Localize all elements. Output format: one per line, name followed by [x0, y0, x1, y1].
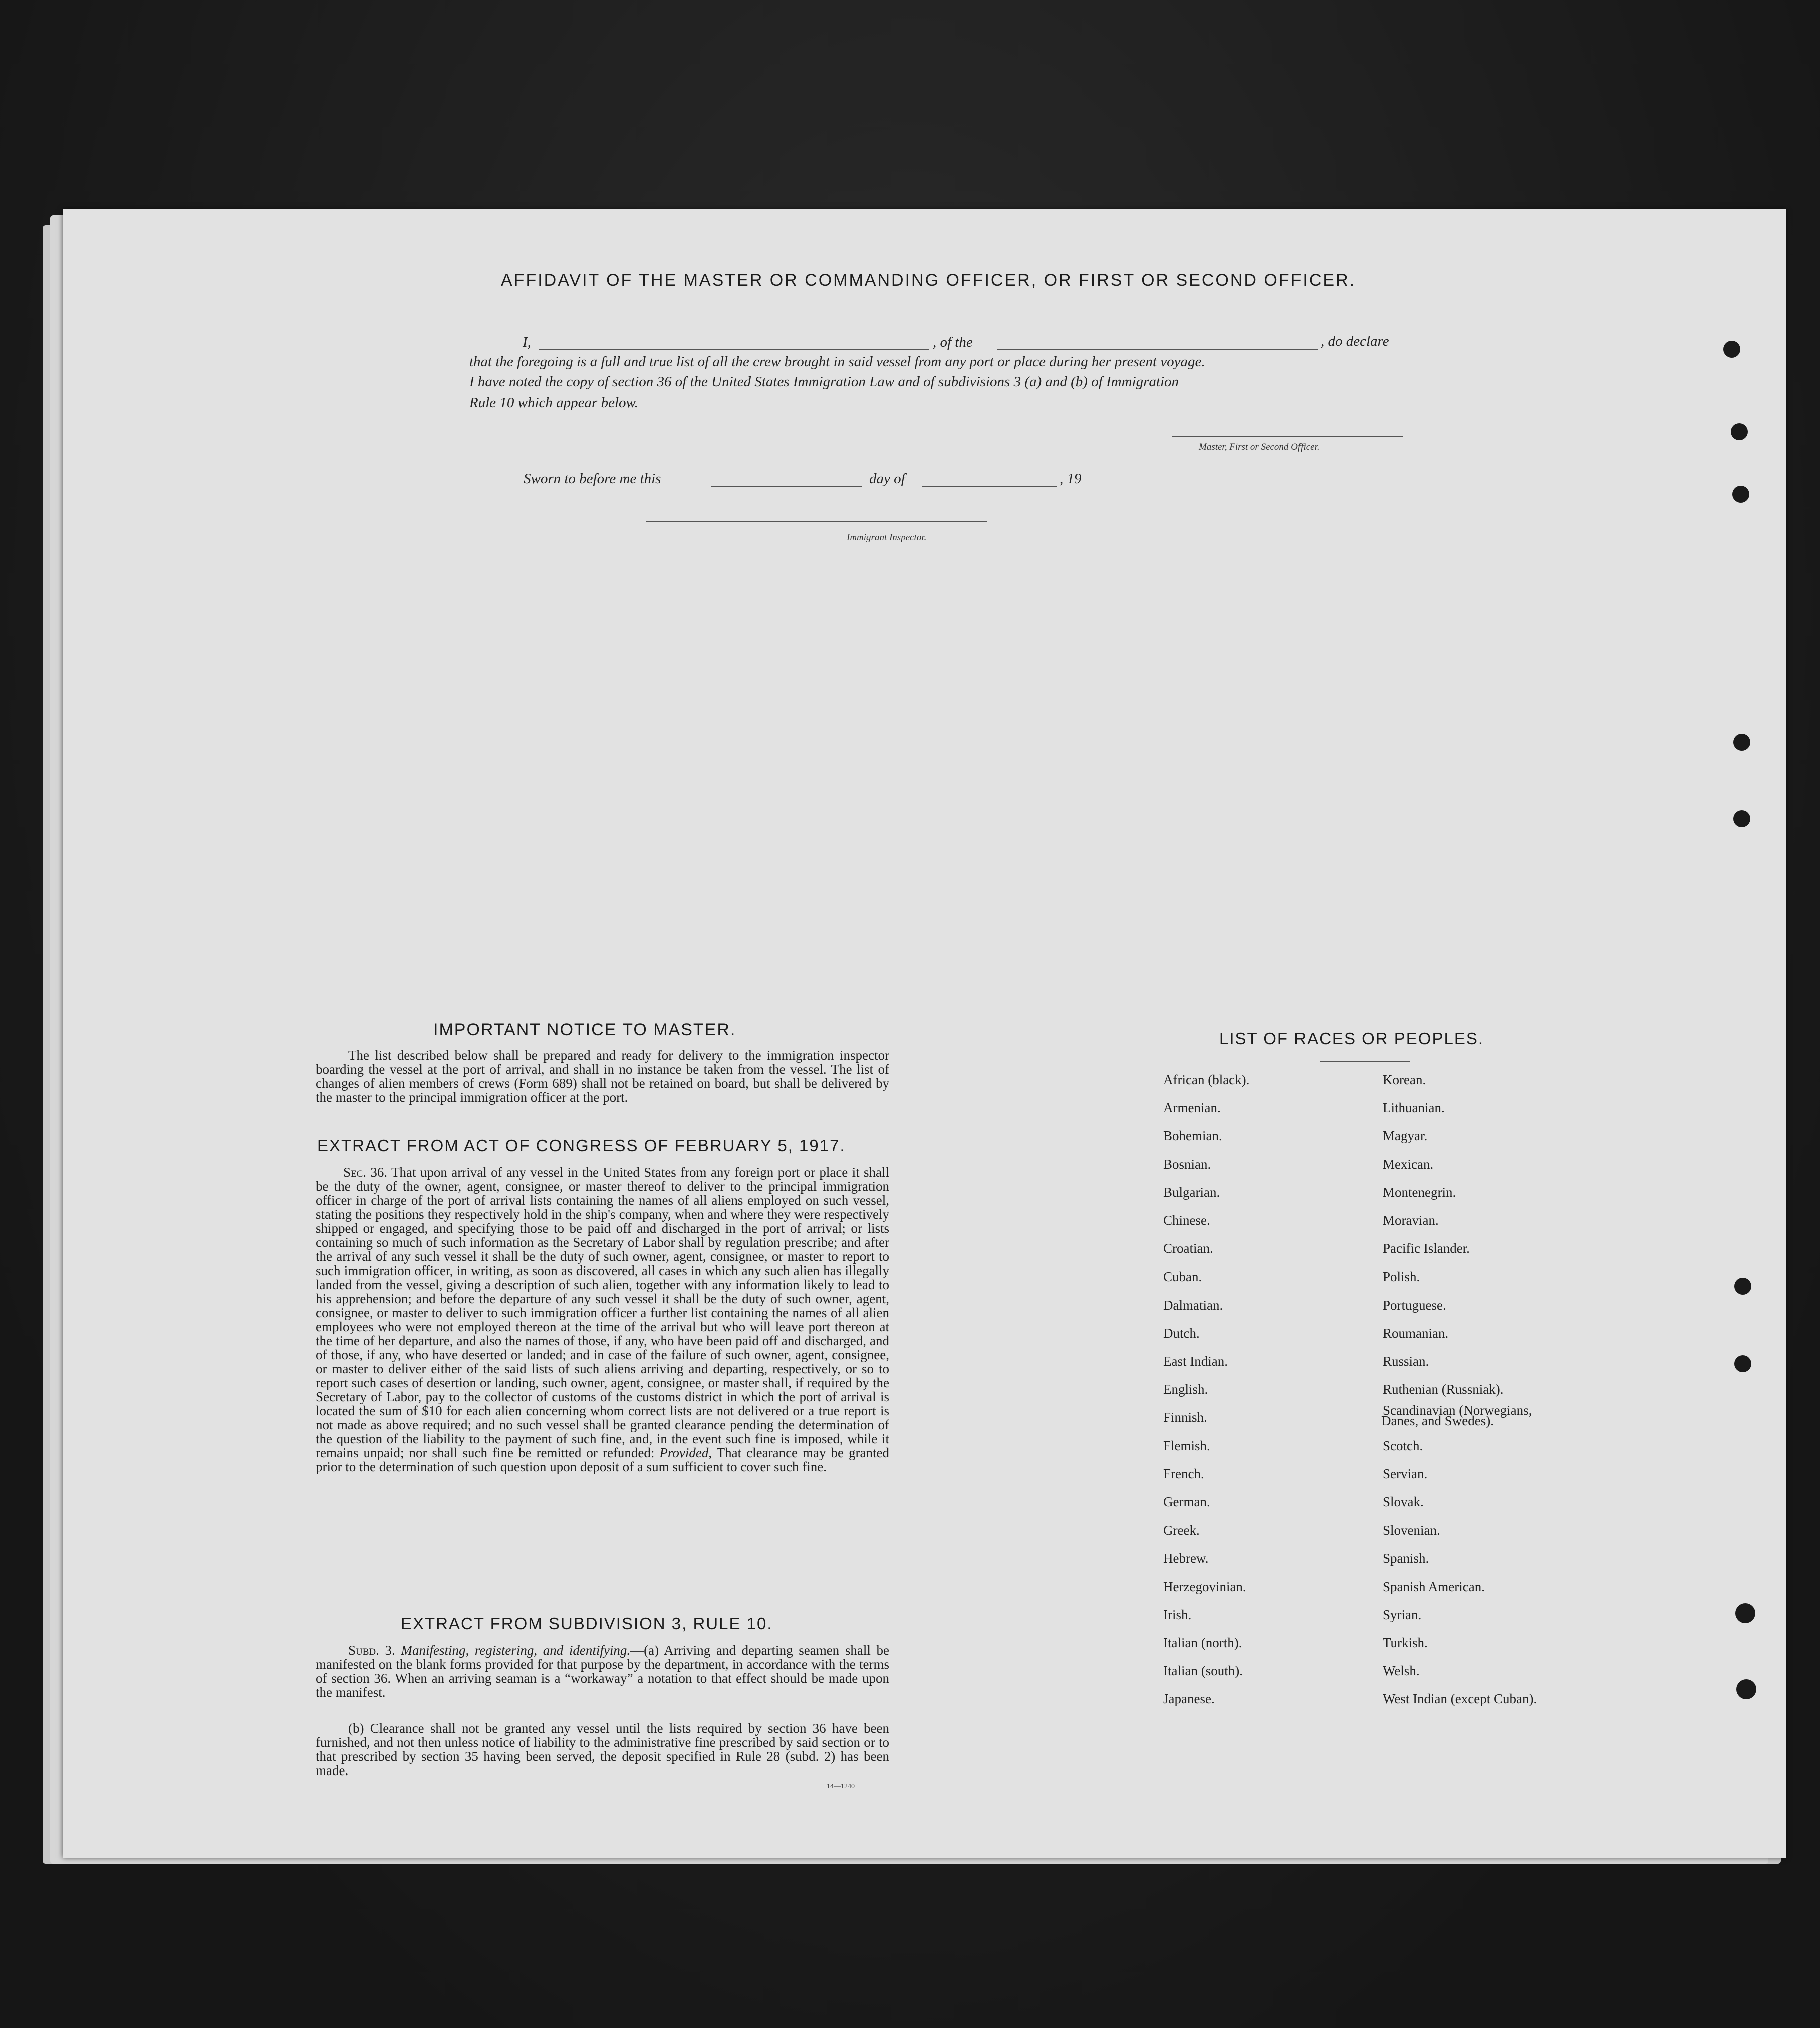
races-title-rule: [1320, 1061, 1410, 1062]
inspector-signature-line: [646, 521, 987, 522]
year-label: , 19: [1060, 471, 1082, 487]
sworn-label: Sworn to before me this: [524, 471, 661, 487]
inspector-caption: Immigrant Inspector.: [847, 532, 927, 543]
punch-hole: [1734, 1355, 1751, 1372]
affidavit-line-4: Rule 10 which appear below.: [469, 395, 638, 411]
document-page: [63, 209, 1786, 1858]
race-item: Mexican.: [1383, 1157, 1434, 1172]
race-item: Flemish.: [1163, 1438, 1210, 1453]
day-of-label: day of: [869, 471, 905, 487]
provided-label: Provided,: [659, 1445, 712, 1460]
subd-heading: Manifesting, registering, and identifying.: [401, 1643, 631, 1658]
rule-para-a: [316, 1643, 889, 1699]
race-item: Bohemian.: [1163, 1128, 1222, 1143]
race-item: Scotch.: [1383, 1438, 1423, 1453]
punch-hole: [1736, 1679, 1756, 1699]
race-item: Portuguese.: [1383, 1298, 1446, 1313]
month-blank: [922, 486, 1057, 487]
affidavit-line-2: that the foregoing is a full and true list of all the crew brought in said vessel from any port or place during her present voyage.: [469, 354, 1205, 370]
race-item: Irish.: [1163, 1607, 1192, 1622]
act-extract-body: [316, 1165, 889, 1474]
race-item: Slovak.: [1383, 1494, 1424, 1509]
punch-hole: [1731, 423, 1748, 440]
race-item: German.: [1163, 1494, 1210, 1509]
race-item: Lithuanian.: [1383, 1100, 1445, 1115]
race-item: Armenian.: [1163, 1100, 1221, 1115]
section-36-text: That upon arrival of any vessel in the United States from any foreign port or place it shall be the duty of the owner, agent, consignee, or master thereof to deliver to the principal immigration officer in charge of the port of arrival lists containing the names of all aliens employed on such vessel, stating the positions they respectively hold in the ship's company, when and where they were respectively shipped or engaged, and specifying those to be paid off and discharged in the port of arrival; or lists containing so much of such information as the Secretary of Labor shall by regulation prescribe; and after the arrival of any such vessel it shall be the duty of such owner, agent, consignee, or master to report to such immigration officer, in writing, as soon as discovered, all cases in which any such alien has illegally landed from the vessel, giving a description of such alien, together with any information likely to lead to his apprehension; and before the departure of any such vessel it shall be the duty of such owner, agent, consignee, or master to deliver to such immigration officer a further list containing the names of all alien employees who were not employed thereon at the time of the arrival but who will leave port thereon at the time of her departure, and also the names of those, if any, who have been paid off and discharged, and of those, if any, who have deserted or landed; and in case of the failure of such owner, agent, consignee, or master to deliver either of the said lists of such aliens arriving and departing, respectively, or so to report such cases of desertion or landing, such owner, agent, consignee, or master shall, if required by the Secretary of Labor, pay to the collector of customs of the customs district in which the port of arrival is located the sum of $10 for each alien concerning whom correct lists are not delivered or a true report is not made as above required; and no such vessel shall be granted clearance pending the determination of the question of the liability to the payment of such fine, and, in the event such fine is imposed, while it remains unpaid; nor shall such fine be remitted or refunded:: [316, 1165, 890, 1460]
race-item: Chinese.: [1163, 1213, 1210, 1228]
race-item: Greek.: [1163, 1523, 1200, 1538]
subd-para-a-text: —(a) Arriving and departing seamen shall be manifested on the blank forms provided for that purpose by the department, in accordance with the terms of section 36. When an arriving seaman is a “workaway” a notation to that effect should be made upon the manifest.: [316, 1643, 889, 1700]
race-item: Croatian.: [1163, 1241, 1213, 1256]
race-item: French.: [1163, 1466, 1204, 1481]
subd-label: Subd. 3.: [348, 1643, 395, 1658]
race-item: Korean.: [1383, 1072, 1426, 1087]
race-item: West Indian (except Cuban).: [1383, 1691, 1537, 1706]
master-signature-line: [1172, 436, 1403, 437]
punch-hole: [1735, 1603, 1755, 1623]
race-item: Finnish.: [1163, 1410, 1207, 1425]
race-item: Magyar.: [1383, 1128, 1428, 1143]
race-item: Moravian.: [1383, 1213, 1439, 1228]
punch-hole: [1733, 810, 1750, 827]
race-item: Japanese.: [1163, 1691, 1215, 1706]
race-item: Montenegrin.: [1383, 1185, 1456, 1200]
race-item: Spanish American.: [1383, 1579, 1485, 1594]
affidavit-do-declare-label: , do declare: [1321, 333, 1389, 349]
race-item: Welsh.: [1383, 1663, 1420, 1678]
race-item: Russian.: [1383, 1354, 1429, 1369]
race-item: Bosnian.: [1163, 1157, 1211, 1172]
races-title: LIST OF RACES OR PEOPLES.: [1219, 1029, 1484, 1048]
race-item-scandinavian-continued: Danes, and Swedes).: [1381, 1413, 1494, 1428]
form-number: 14—1240: [827, 1783, 855, 1790]
race-item: Polish.: [1383, 1269, 1420, 1284]
affidavit-title: AFFIDAVIT OF THE MASTER OR COMMANDING OFFICER, OR FIRST OR SECOND OFFICER.: [501, 271, 1356, 290]
affidavit-i-label: I,: [523, 334, 531, 350]
race-item: Pacific Islander.: [1383, 1241, 1470, 1256]
punch-hole: [1723, 341, 1740, 358]
race-item: Dutch.: [1163, 1326, 1200, 1341]
affidavit-line-3: I have noted the copy of section 36 of the United States Immigration Law and of subdivisions 3 (a) and (b) of Immigration: [469, 374, 1179, 390]
race-item: Cuban.: [1163, 1269, 1202, 1284]
race-item: Bulgarian.: [1163, 1185, 1220, 1200]
act-extract-title: EXTRACT FROM ACT OF CONGRESS OF FEBRUARY 5, 1917.: [317, 1136, 846, 1155]
day-blank: [711, 486, 862, 487]
race-item: African (black).: [1163, 1072, 1250, 1087]
race-item: Roumanian.: [1383, 1326, 1449, 1341]
race-item: Dalmatian.: [1163, 1298, 1223, 1313]
race-item: East Indian.: [1163, 1354, 1228, 1369]
master-caption: Master, First or Second Officer.: [1199, 442, 1320, 452]
race-item: Ruthenian (Russniak).: [1383, 1382, 1504, 1397]
section-36-text-end: That clearance may be granted prior to the determination of such question upon deposit of a sum sufficient to cover such fine.: [316, 1445, 889, 1474]
name-blank: [539, 349, 929, 350]
race-item: Syrian.: [1383, 1607, 1422, 1622]
race-item: Spanish.: [1383, 1551, 1429, 1566]
notice-paragraph: The list described below shall be prepared and ready for delivery to the immigration inspector boarding the vessel at the port of arrival, and shall in no instance be taken from the vessel. The list of changes of alien members of crews (Form 689) shall not be retained on board, but shall be delivered by the master to the principal immigration officer at the port.: [316, 1048, 889, 1105]
punch-hole: [1734, 1278, 1751, 1295]
section-36-label: Sec. 36.: [343, 1165, 388, 1180]
vessel-blank: [997, 349, 1318, 350]
rule-para-b: (b) Clearance shall not be granted any vessel until the lists required by section 36 have been furnished, and not then unless notice of liability to the administrative fine prescribed by said section or to that prescribed by section 35 having been served, the deposit specified in Rule 28 (subd. 2) has been made.: [316, 1721, 889, 1778]
race-item: Slovenian.: [1383, 1523, 1440, 1538]
race-item: Italian (north).: [1163, 1635, 1242, 1650]
race-item: English.: [1163, 1382, 1208, 1397]
race-item: Turkish.: [1383, 1635, 1428, 1650]
race-item: Herzegovinian.: [1163, 1579, 1246, 1594]
punch-hole: [1733, 734, 1750, 751]
punch-hole: [1732, 486, 1749, 503]
notice-title: IMPORTANT NOTICE TO MASTER.: [433, 1020, 736, 1039]
race-item: Italian (south).: [1163, 1663, 1243, 1678]
race-item: Scandinavian (Norwegians,: [1383, 1403, 1532, 1418]
rule-extract-title: EXTRACT FROM SUBDIVISION 3, RULE 10.: [401, 1614, 773, 1633]
race-item: Hebrew.: [1163, 1551, 1209, 1566]
affidavit-of-the-label: , of the: [933, 334, 973, 350]
race-item: Servian.: [1383, 1466, 1428, 1481]
